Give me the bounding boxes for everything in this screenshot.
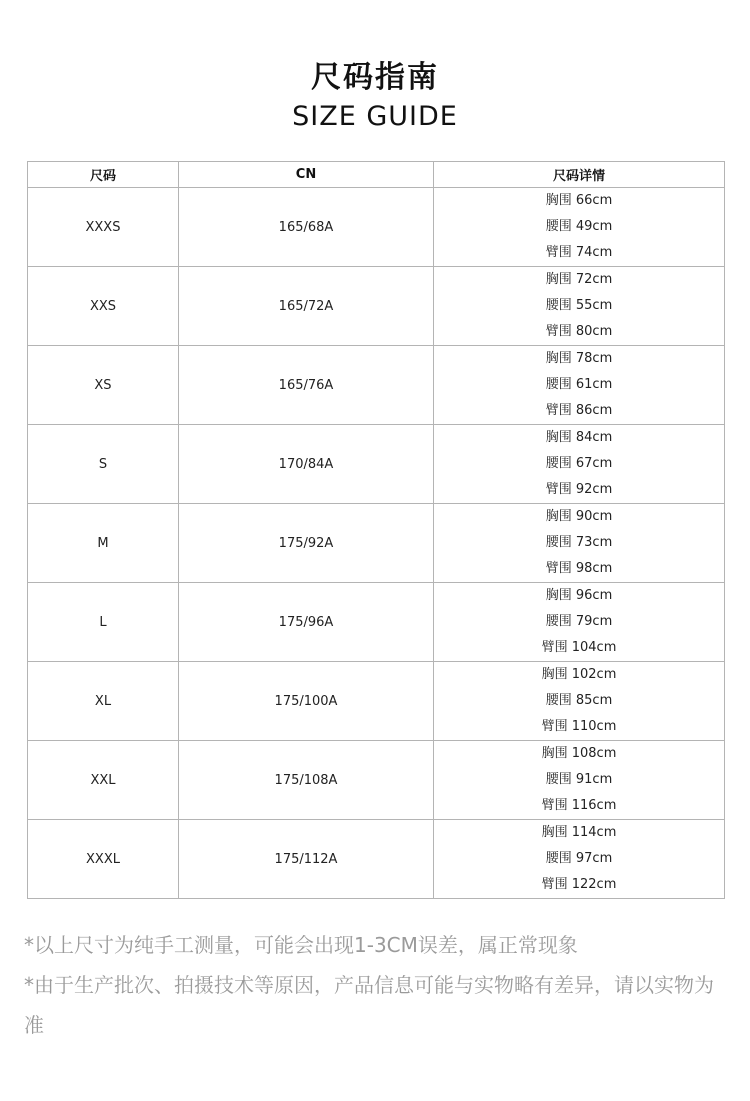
table-row <box>28 662 725 741</box>
detail-waist: 腰围 79cm <box>545 614 613 629</box>
detail-arm: 臂围 122cm <box>541 877 617 892</box>
cell-detail <box>434 425 725 504</box>
detail-chest: 胸围 72cm <box>545 272 613 287</box>
page-title: 尺码指南 <box>311 60 439 95</box>
table-body <box>28 188 725 899</box>
cell-detail <box>434 583 725 662</box>
note-variance: *由于生产批次、拍摄技术等原因，产品信息可能与实物略有差异，请以实物为准 <box>24 973 714 1037</box>
table-row <box>28 820 725 899</box>
detail-arm: 臂围 80cm <box>545 324 613 339</box>
table-row <box>28 425 725 504</box>
detail-chest: 胸围 66cm <box>545 193 613 208</box>
size-table <box>27 161 725 899</box>
table-row <box>28 583 725 662</box>
cell-detail <box>434 820 725 899</box>
note-measurement: *以上尺寸为纯手工测量，可能会出现1-3CM误差，属正常现象 <box>24 933 578 957</box>
cell-cn: 175/108A <box>179 741 434 820</box>
cell-detail <box>434 741 725 820</box>
detail-chest: 胸围 108cm <box>541 746 617 761</box>
cell-cn: 165/76A <box>179 346 434 425</box>
header-size: 尺码 <box>28 162 179 188</box>
table-row <box>28 741 725 820</box>
detail-waist: 腰围 97cm <box>545 851 613 866</box>
table-row <box>28 346 725 425</box>
cell-size: S <box>28 425 179 504</box>
cell-detail <box>434 267 725 346</box>
detail-waist: 腰围 55cm <box>545 298 613 313</box>
table-header-row <box>28 162 725 188</box>
detail-arm: 臂围 74cm <box>545 245 613 260</box>
detail-chest: 胸围 90cm <box>545 509 613 524</box>
header-detail: 尺码详情 <box>434 162 725 188</box>
detail-waist: 腰围 73cm <box>545 535 613 550</box>
table-row <box>28 267 725 346</box>
detail-chest: 胸围 84cm <box>545 430 613 445</box>
cell-cn: 175/112A <box>179 820 434 899</box>
cell-size: XS <box>28 346 179 425</box>
detail-chest: 胸围 96cm <box>545 588 613 603</box>
header-cn: CN <box>179 162 434 188</box>
cell-size: XL <box>28 662 179 741</box>
detail-arm: 臂围 116cm <box>541 798 617 813</box>
cell-cn: 170/84A <box>179 425 434 504</box>
detail-arm: 臂围 110cm <box>541 719 617 734</box>
notes <box>24 925 724 1045</box>
detail-waist: 腰围 91cm <box>545 772 613 787</box>
detail-waist: 腰围 61cm <box>545 377 613 392</box>
page-subtitle: SIZE GUIDE <box>292 101 458 132</box>
cell-detail <box>434 504 725 583</box>
cell-cn: 175/96A <box>179 583 434 662</box>
cell-cn: 165/72A <box>179 267 434 346</box>
detail-chest: 胸围 114cm <box>541 825 617 840</box>
detail-waist: 腰围 85cm <box>545 693 613 708</box>
detail-waist: 腰围 67cm <box>545 456 613 471</box>
cell-detail <box>434 346 725 425</box>
detail-arm: 臂围 86cm <box>545 403 613 418</box>
cell-size: XXL <box>28 741 179 820</box>
table-row <box>28 504 725 583</box>
detail-waist: 腰围 49cm <box>545 219 613 234</box>
cell-size: XXXS <box>28 188 179 267</box>
cell-size: XXS <box>28 267 179 346</box>
detail-arm: 臂围 92cm <box>545 482 613 497</box>
cell-cn: 175/92A <box>179 504 434 583</box>
detail-arm: 臂围 104cm <box>541 640 617 655</box>
cell-detail <box>434 188 725 267</box>
cell-detail <box>434 662 725 741</box>
cell-cn: 175/100A <box>179 662 434 741</box>
detail-chest: 胸围 102cm <box>541 667 617 682</box>
table-row <box>28 188 725 267</box>
cell-size: L <box>28 583 179 662</box>
detail-chest: 胸围 78cm <box>545 351 613 366</box>
cell-size: M <box>28 504 179 583</box>
cell-size: XXXL <box>28 820 179 899</box>
cell-cn: 165/68A <box>179 188 434 267</box>
detail-arm: 臂围 98cm <box>545 561 613 576</box>
